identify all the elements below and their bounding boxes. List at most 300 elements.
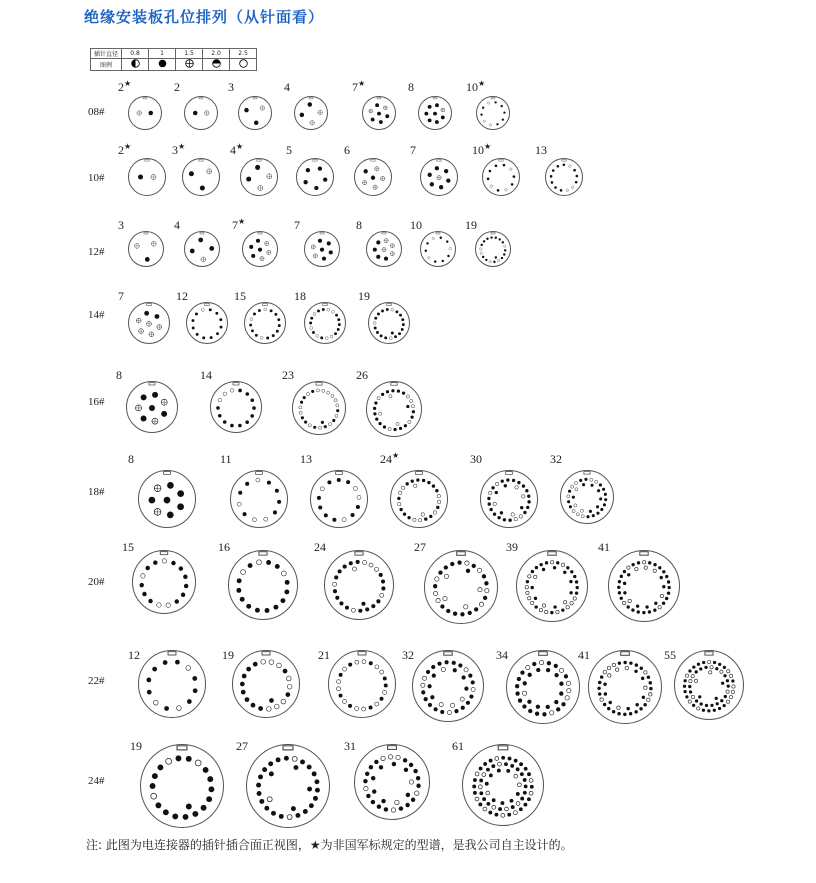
pin-contact — [432, 484, 435, 487]
pin-contact — [445, 660, 449, 664]
pin-contact — [710, 666, 713, 669]
pin-count-value: 3 — [172, 143, 178, 157]
pin-contact — [691, 675, 694, 678]
key-notch — [309, 97, 313, 99]
pin-contact — [141, 416, 147, 422]
pin-contact — [275, 489, 279, 493]
pin-contact — [700, 702, 703, 705]
pin-contact — [421, 683, 425, 687]
pin-count-value: 7 — [352, 80, 358, 94]
pin-contact — [579, 479, 582, 482]
pin-contact — [644, 686, 647, 689]
pin-contact — [599, 483, 602, 486]
pin-contact — [510, 799, 514, 803]
pin-contact — [203, 767, 209, 773]
pin-contact — [653, 563, 656, 566]
pin-contact — [153, 560, 157, 564]
pin-contact — [323, 177, 327, 181]
pin-contact — [727, 685, 730, 688]
pin-contact — [628, 599, 631, 602]
pin-contact — [373, 322, 376, 325]
pin-contact — [257, 560, 262, 565]
pin-contact — [472, 564, 476, 568]
pin-contact — [528, 673, 532, 677]
pin-contact — [272, 334, 275, 337]
pin-contact — [503, 253, 505, 255]
pin-contact — [335, 596, 339, 600]
pin-contact — [437, 662, 441, 666]
pin-contact — [723, 666, 726, 669]
pin-contact — [710, 704, 713, 707]
pin-contact — [313, 426, 316, 429]
pin-contact — [527, 500, 530, 503]
pin-contact — [322, 389, 325, 392]
pin-contact — [327, 391, 330, 394]
pin-contact — [440, 710, 444, 714]
pin-contact — [300, 760, 305, 765]
pin-contact — [151, 793, 157, 799]
pin-contact — [503, 111, 505, 113]
pin-contact — [498, 238, 500, 240]
pin-contact — [510, 764, 514, 768]
pin-contact — [339, 601, 343, 605]
pin-contact — [413, 769, 417, 773]
connector-face — [244, 302, 286, 344]
pin-contact — [287, 815, 292, 820]
pin-contact — [339, 694, 343, 698]
key-notch — [499, 159, 503, 161]
pin-count-value: 14 — [200, 368, 212, 382]
pin-contact — [339, 673, 343, 677]
pin-contact — [565, 696, 569, 700]
pin-count-value: 10 — [472, 143, 484, 157]
pin-contact — [523, 791, 527, 795]
pin-contact — [230, 389, 234, 393]
pin-contact — [381, 799, 385, 803]
pin-contact — [689, 679, 692, 682]
pin-contact — [371, 776, 375, 780]
connector-face — [588, 650, 662, 724]
connector-face — [230, 470, 288, 528]
pin-contact — [430, 695, 434, 699]
pin-contact — [404, 424, 407, 427]
pin-contact — [399, 427, 402, 430]
pin-contact — [644, 671, 647, 674]
pin-contact — [440, 604, 444, 608]
pin-contact — [257, 791, 262, 796]
pin-contact — [384, 683, 388, 687]
pin-count-value: 24 — [380, 452, 392, 466]
pin-contact — [337, 478, 341, 482]
pin-contact — [284, 756, 289, 761]
pin-contact — [175, 660, 180, 665]
pin-contact — [480, 252, 482, 254]
connector-face — [482, 158, 520, 196]
pin-count-value: 10 — [410, 218, 422, 232]
pin-contact — [427, 481, 430, 484]
pin-contact — [223, 392, 227, 396]
pin-contact — [473, 778, 477, 782]
pin-contact — [411, 479, 414, 482]
pin-contact — [206, 796, 212, 802]
pin-contact — [689, 690, 692, 693]
pin-contact — [482, 256, 484, 258]
pin-contact — [309, 322, 312, 325]
key-notch — [358, 652, 366, 655]
pin-contact — [269, 698, 274, 703]
pin-contact — [479, 602, 483, 606]
pin-contact — [526, 506, 529, 509]
pin-contact — [519, 762, 523, 766]
pin-contact — [243, 512, 247, 516]
pin-contact — [705, 704, 708, 707]
pin-contact — [618, 591, 621, 594]
pin-contact — [683, 685, 686, 688]
pin-contact — [506, 769, 510, 773]
key-notch — [283, 746, 293, 750]
pin-contact — [181, 593, 185, 597]
pin-contact — [572, 496, 575, 499]
half-filled-circle-icon — [122, 59, 149, 71]
pin-contact — [369, 765, 373, 769]
pin-contact — [318, 166, 322, 170]
connector-face — [210, 381, 262, 433]
pin-contact — [276, 757, 281, 762]
pin-contact — [312, 331, 315, 334]
pin-contact — [274, 704, 279, 709]
pin-contact — [627, 566, 630, 569]
pin-contact — [576, 513, 579, 516]
pin-contact — [375, 665, 379, 669]
pin-contact — [153, 700, 158, 705]
pin-contact — [424, 697, 428, 701]
pin-contact — [364, 787, 368, 791]
pin-contact — [147, 690, 152, 695]
pin-contact — [668, 586, 671, 589]
pin-contact — [433, 584, 437, 588]
pin-contact — [702, 661, 705, 664]
pin-contact — [186, 804, 192, 810]
key-notch — [562, 159, 566, 161]
pin-count-value: 7 — [410, 143, 416, 157]
pin-contact — [505, 807, 509, 811]
pin-contact — [335, 414, 338, 417]
pin-contact — [275, 564, 280, 569]
connector-face — [128, 158, 166, 196]
pin-contact — [416, 784, 420, 788]
pin-contact — [640, 667, 643, 670]
pin-contact — [559, 668, 563, 672]
pin-contact — [416, 776, 420, 780]
legend-symbol-row — [91, 59, 257, 71]
star-icon: ★ — [178, 142, 186, 151]
pin-contact — [648, 561, 651, 564]
pin-contact — [485, 782, 489, 786]
pin-contact — [726, 679, 729, 682]
pin-contact — [567, 500, 570, 503]
pin-contact — [599, 497, 602, 500]
pin-contact — [373, 407, 376, 410]
pin-contact — [161, 411, 167, 417]
pin-contact — [240, 597, 245, 602]
key-notch — [199, 159, 203, 161]
pin-count-value: 4 — [174, 218, 180, 232]
pin-contact — [149, 405, 155, 411]
pin-contact — [166, 603, 170, 607]
pin-contact — [285, 580, 290, 585]
pin-contact — [320, 336, 323, 339]
pin-contact — [186, 666, 191, 671]
pin-contact — [333, 589, 337, 593]
pin-contact — [517, 783, 521, 787]
pin-contact — [379, 765, 383, 769]
pin-count-label — [470, 452, 482, 467]
key-notch — [548, 552, 556, 556]
connector-face — [366, 231, 402, 267]
pin-contact — [731, 690, 734, 693]
pin-contact — [569, 505, 572, 508]
pin-contact — [284, 589, 289, 594]
pin-contact — [416, 478, 419, 481]
pin-contact — [637, 561, 640, 564]
pin-contact — [520, 670, 524, 674]
pin-contact — [280, 598, 285, 603]
connector-face — [362, 96, 396, 130]
pin-contact — [157, 603, 161, 607]
pin-contact — [317, 310, 320, 313]
key-notch — [444, 652, 452, 656]
pin-count-value: 41 — [578, 648, 590, 662]
pin-contact — [462, 675, 466, 679]
pin-contact — [466, 569, 470, 573]
pin-contact — [511, 183, 514, 186]
pin-contact — [363, 560, 367, 564]
pin-contact — [399, 508, 402, 511]
pin-contact — [444, 574, 448, 578]
pin-count-label — [282, 368, 294, 383]
pin-contact — [488, 811, 492, 815]
pin-contact — [573, 169, 576, 172]
pin-contact — [475, 797, 479, 801]
pin-contact — [597, 687, 600, 690]
pin-contact — [380, 697, 384, 701]
pin-count-value: 5 — [286, 143, 292, 157]
pin-count-value: 7 — [232, 218, 238, 232]
pin-contact — [426, 670, 430, 674]
key-notch — [640, 552, 648, 556]
pin-count-label — [472, 143, 491, 158]
pin-count-value: 13 — [535, 143, 547, 157]
pin-contact — [489, 124, 491, 126]
pin-contact — [405, 803, 409, 807]
pin-contact — [421, 513, 424, 516]
pin-contact — [720, 699, 723, 702]
pin-contact — [561, 563, 564, 566]
pin-contact — [444, 169, 448, 173]
pin-contact — [556, 610, 559, 613]
pin-contact — [529, 778, 533, 782]
pin-contact — [629, 712, 632, 715]
connector-face — [128, 302, 170, 344]
pin-contact — [383, 690, 387, 694]
pin-contact — [355, 707, 359, 711]
pin-contact — [369, 563, 373, 567]
pin-count-value: 4 — [284, 80, 290, 94]
pin-contact — [325, 337, 328, 340]
star-icon: ★ — [238, 217, 246, 226]
pin-contact — [433, 112, 437, 116]
pin-contact — [435, 166, 439, 170]
pin-contact — [210, 336, 213, 339]
pin-contact — [428, 105, 432, 109]
pin-contact — [200, 185, 205, 190]
key-notch — [457, 552, 466, 556]
pin-contact — [597, 489, 600, 492]
pin-contact — [407, 516, 410, 519]
pin-contact — [603, 670, 606, 673]
pin-contact — [379, 120, 383, 124]
pin-contact — [179, 566, 183, 570]
pin-contact — [249, 245, 253, 249]
pin-contact — [692, 704, 695, 707]
pin-contact — [653, 608, 656, 611]
pin-contact — [551, 181, 554, 184]
pin-count-value: 31 — [344, 739, 356, 753]
pin-contact — [620, 575, 623, 578]
key-notch — [382, 232, 386, 234]
pin-contact — [380, 670, 384, 674]
pin-contact — [310, 327, 313, 330]
pin-contact — [527, 797, 531, 801]
pin-contact — [443, 596, 447, 600]
pin-contact — [198, 238, 203, 243]
pin-contact — [709, 671, 712, 674]
pin-contact — [556, 707, 560, 711]
pin-contact — [269, 660, 274, 665]
key-notch — [149, 383, 155, 386]
pin-contact — [575, 488, 578, 491]
pin-count-value: 19 — [358, 289, 370, 303]
pin-contact — [571, 485, 574, 488]
pin-contact — [439, 702, 443, 706]
pin-contact — [269, 771, 274, 776]
pin-contact — [274, 313, 277, 316]
pin-contact — [330, 335, 333, 338]
pin-contact — [337, 680, 341, 684]
pin-contact — [362, 707, 366, 711]
pin-contact — [523, 778, 527, 782]
pin-count-value: 41 — [598, 540, 610, 554]
pin-contact — [545, 610, 548, 613]
pin-contact — [473, 791, 477, 795]
pin-contact — [369, 706, 373, 710]
pin-contact — [503, 164, 506, 167]
pin-contact — [550, 711, 554, 715]
pin-contact — [723, 674, 726, 677]
pin-contact — [258, 706, 263, 711]
star-icon: ★ — [358, 79, 366, 88]
pin-count-value: 8 — [116, 368, 122, 382]
legend-diameter-1-5: 1.5 — [176, 49, 203, 59]
pin-contact — [397, 497, 400, 500]
pin-contact — [452, 661, 456, 665]
pin-contact — [526, 591, 529, 594]
pin-contact — [550, 561, 553, 564]
pin-contact — [315, 788, 320, 793]
pin-contact — [604, 692, 607, 695]
pin-contact — [401, 328, 404, 331]
pin-contact — [311, 390, 314, 393]
pin-contact — [490, 236, 492, 238]
pin-contact — [295, 813, 300, 818]
key-notch — [433, 97, 437, 99]
pin-contact — [527, 494, 530, 497]
pin-contact — [596, 512, 599, 515]
pin-count-label — [234, 289, 246, 304]
key-notch — [145, 159, 149, 161]
pin-contact — [334, 399, 337, 402]
pin-contact — [190, 249, 195, 254]
pin-contact — [662, 570, 665, 573]
pin-count-value: 2 — [118, 143, 124, 157]
pin-contact — [250, 318, 253, 321]
pin-contact — [662, 585, 665, 588]
pin-contact — [208, 786, 214, 792]
pin-count-value: 34 — [496, 648, 508, 662]
pin-contact — [245, 697, 250, 702]
pin-contact — [629, 661, 632, 664]
connector-face — [292, 381, 346, 435]
pin-contact — [554, 664, 558, 668]
pin-contact — [642, 696, 645, 699]
pin-contact — [503, 518, 506, 521]
pin-contact — [508, 519, 511, 522]
pin-contact — [152, 773, 158, 779]
connector-face — [232, 650, 300, 718]
pin-contact — [152, 667, 157, 672]
pin-contact — [140, 583, 144, 587]
pin-contact — [333, 582, 337, 586]
pin-contact — [248, 563, 253, 568]
pin-contact — [441, 115, 445, 119]
connector-face — [462, 744, 544, 826]
pin-contact — [371, 176, 375, 180]
pin-count-label — [352, 80, 365, 95]
pin-contact — [625, 666, 628, 669]
key-notch — [355, 552, 363, 555]
pin-contact — [563, 163, 566, 166]
pin-contact — [564, 674, 568, 678]
pin-contact — [265, 608, 270, 613]
pin-contact — [660, 594, 663, 597]
connector-face — [182, 158, 220, 196]
pin-contact — [716, 702, 719, 705]
pin-contact — [371, 800, 375, 804]
pin-contact — [600, 508, 603, 511]
pin-contact — [381, 310, 384, 313]
pin-contact — [721, 682, 724, 685]
pin-contact — [458, 663, 462, 667]
pin-contact — [635, 567, 638, 570]
pin-contact — [369, 661, 373, 665]
key-notch — [257, 159, 261, 161]
pin-contact — [667, 580, 670, 583]
pin-contact — [489, 759, 493, 763]
filled-circle-icon — [149, 59, 176, 71]
pin-contact — [511, 513, 514, 516]
pin-contact — [430, 182, 434, 186]
pin-contact — [437, 494, 440, 497]
